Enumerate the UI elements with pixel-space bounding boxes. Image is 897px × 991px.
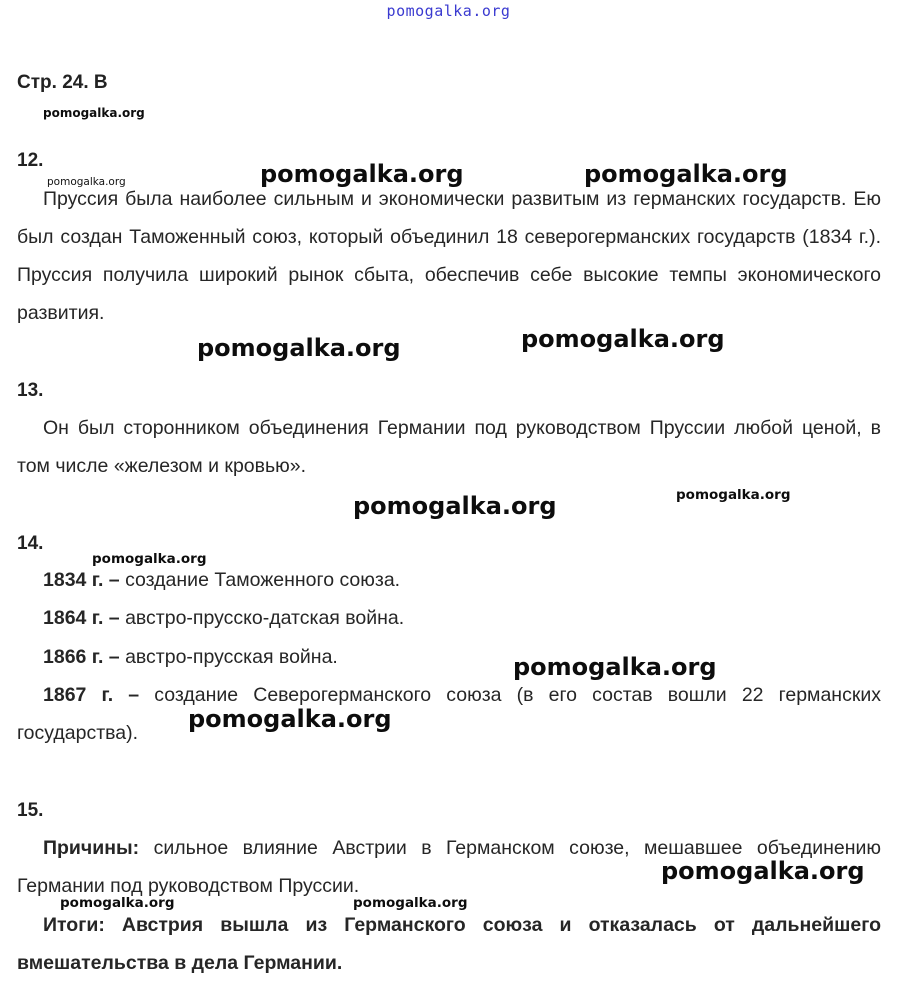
watermark: pomogalka.org <box>43 106 145 120</box>
event-text: австро-прусская война. <box>119 646 338 668</box>
question-12-text: Пруссия была наиболее сильным и экономически развитым из германских государств. Ею был создан Таможенный союз, который объединил 18 северогерманских государств (1834 г.). Пруссия получила широкий рынок сбыта, обеспечив себе высокие темпы экономического развития. <box>17 188 881 324</box>
watermark: pomogalka.org <box>197 334 401 362</box>
causes-label: Причины: <box>43 837 140 859</box>
question-12-answer <box>17 180 881 332</box>
question-13-answer <box>17 409 881 485</box>
watermark: pomogalka.org <box>521 325 725 353</box>
event-date: 1834 г. – <box>43 569 120 591</box>
causes-text: сильное влияние Австрии в Германском союзе, мешавшее объединению Германии под руководством Пруссии. <box>17 837 881 897</box>
results-text: Австрия вышла из Германского союза и отказалась от дальнейшего вмешательства в дела Германии. <box>17 914 881 974</box>
question-14-number: 14. <box>17 533 44 554</box>
site-header: pomogalka.org <box>386 2 511 20</box>
event-date: 1867 г. – <box>43 684 140 706</box>
watermark: pomogalka.org <box>661 857 865 885</box>
event-row <box>43 599 404 637</box>
watermark: pomogalka.org <box>260 160 464 188</box>
watermark: pomogalka.org <box>513 653 717 681</box>
watermark: pomogalka.org <box>188 705 392 733</box>
event-date: 1864 г. – <box>43 607 120 629</box>
question-15-number: 15. <box>17 800 44 821</box>
question-15-results <box>17 906 881 982</box>
event-text: создание Таможенного союза. <box>119 569 401 591</box>
event-text: австро-прусско-датская война. <box>119 607 405 629</box>
event-text: создание Северогерманского союза (в его состав вошли 22 германских государства). <box>17 684 881 744</box>
watermark: pomogalka.org <box>584 160 788 188</box>
watermark: pomogalka.org <box>353 492 557 520</box>
page-title: Стр. 24. В <box>17 72 108 93</box>
event-row <box>43 638 338 676</box>
watermark: pomogalka.org <box>92 551 207 567</box>
question-13-text: Он был сторонником объединения Германии под руководством Пруссии любой ценой, в том числе «железом и кровью». <box>17 417 881 477</box>
event-row <box>17 676 881 752</box>
event-date: 1866 г. – <box>43 646 120 668</box>
question-12-number: 12. <box>17 150 44 171</box>
watermark: pomogalka.org <box>676 487 791 503</box>
question-13-number: 13. <box>17 380 44 401</box>
watermark: pomogalka.org <box>60 895 175 911</box>
results-label: Итоги: <box>43 914 105 936</box>
watermark: pomogalka.org <box>47 176 126 188</box>
watermark: pomogalka.org <box>353 895 468 911</box>
